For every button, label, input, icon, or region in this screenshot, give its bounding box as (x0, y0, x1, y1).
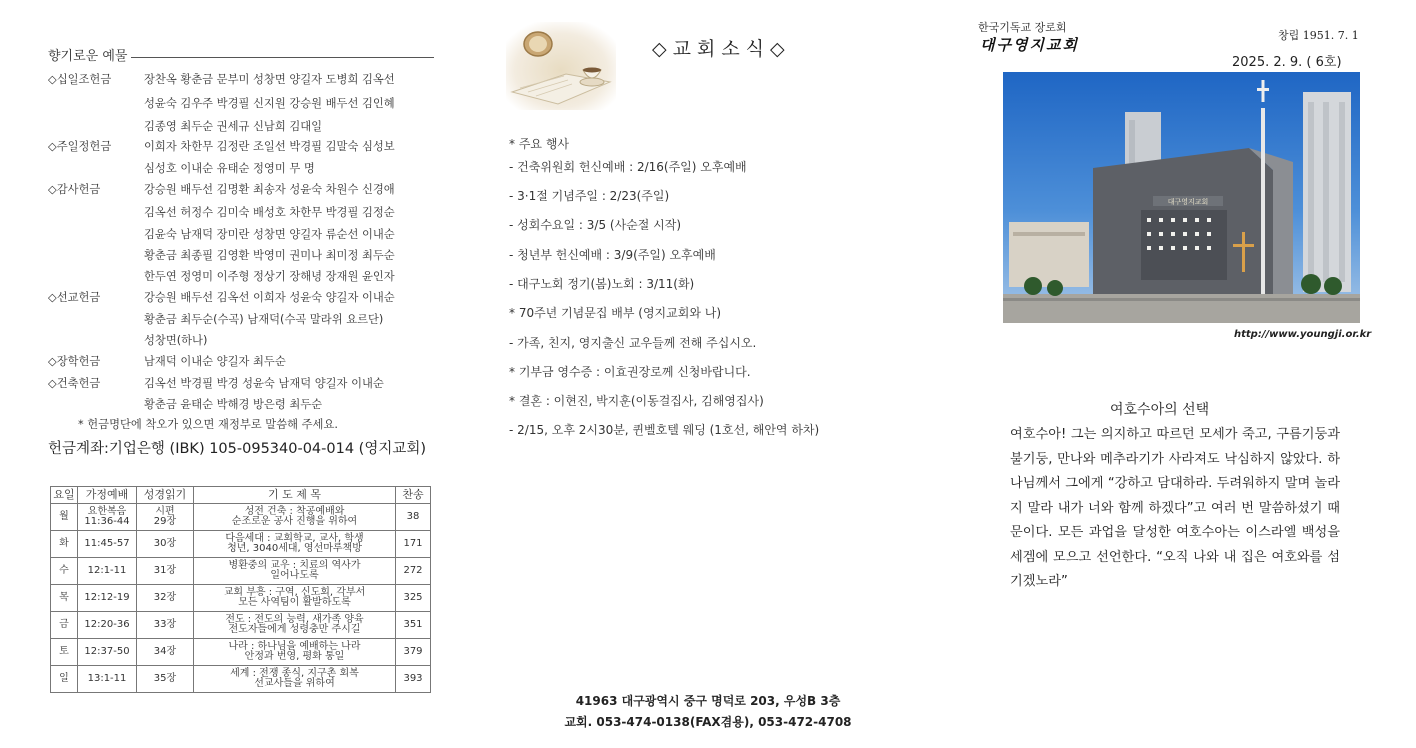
offering-names: 심성호 이내순 유태순 정영미 무 명 (144, 162, 315, 175)
coffee-book-image (506, 22, 616, 110)
offering-names: 강승원 배두선 김옥선 이희자 성윤숙 양길자 이내순 (144, 291, 395, 304)
news-title: ◇교회소식◇ (652, 38, 791, 60)
table-row (51, 666, 431, 693)
bible-reading-cell: 34장 (137, 639, 194, 666)
offering-names: 김옥선 박경필 박경 성윤숙 남재덕 양길자 이내순 (144, 377, 384, 390)
prayer-topic-cell: 다음세대 : 교회학교, 교사, 학생 청년, 3040세대, 영선마루책방 (194, 531, 396, 558)
denomination-label: 한국기독교 장로회 (978, 21, 1067, 34)
offering-names: 김윤숙 남재덕 장미란 성창면 양길자 류순선 이내순 (144, 228, 395, 241)
offering-names: 강승원 배두선 김명환 최송자 성윤숙 차원수 신경애 (144, 183, 395, 196)
hymn-cell: 38 (396, 504, 431, 531)
offering-row-mission (48, 289, 395, 305)
family-worship-cell: 요한복음 11:36-44 (78, 504, 137, 531)
hymn-cell: 379 (396, 639, 431, 666)
church-phone: 교회. 053-474-0138(FAX겸용), 053-472-4708 (564, 715, 852, 729)
church-website: http://www.youngji.or.kr (1234, 329, 1372, 340)
bible-reading-cell: 32장 (137, 585, 194, 612)
prayer-topic-cell: 나라 : 하나님을 예배하는 나라 안정과 번영, 평화 통일 (194, 639, 396, 666)
issue-date: 2025. 2. 9. ( 6호) (1232, 55, 1342, 70)
news-item: - 건축위원회 헌신예배 : 2/16(주일) 오후예배 (509, 160, 747, 174)
offering-names: 성창면(하나) (144, 334, 208, 347)
prayer-topic-cell: 세계 : 전쟁 종식, 지구촌 회복 선교사들을 위하여 (194, 666, 396, 693)
day-cell: 금 (51, 612, 78, 639)
offering-row-scholarship (48, 353, 286, 369)
header-rule (131, 57, 434, 58)
offering-section-header (48, 44, 434, 64)
offering-row-building (48, 375, 384, 391)
table-row (51, 639, 431, 666)
church-address: 41963 대구광역시 중구 명덕로 203, 우성B 3층 (575, 694, 841, 708)
offering-row-sunday (48, 138, 395, 154)
prayer-topic-cell: 성전 건축 : 착공예배와 순조로운 공사 진행을 위하여 (194, 504, 396, 531)
news-item: * 70주년 기념문집 배부 (영지교회와 나) (509, 306, 721, 320)
news-item: * 기부금 영수증 : 이효권장로께 신청바랍니다. (509, 365, 751, 379)
founded-date: 창립 1951. 7. 1 (1278, 29, 1359, 42)
news-item: - 3·1절 기념주일 : 2/23(주일) (509, 189, 670, 203)
table-body (51, 504, 431, 693)
offering-names: 황춘금 최두순(수곡) 남재덕(수곡 말라위 요르단) (144, 313, 384, 326)
table-row (51, 612, 431, 639)
news-item: - 가족, 친지, 영지출신 교우들께 전해 주십시오. (509, 336, 757, 350)
offering-note: * 헌금명단에 착오가 있으면 재정부로 말씀해 주세요. (78, 418, 338, 431)
bible-reading-cell: 33장 (137, 612, 194, 639)
table-row (51, 558, 431, 585)
hymn-cell: 171 (396, 531, 431, 558)
offering-category-label: ◇장학헌금 (48, 355, 101, 368)
col-prayer-topic: 기 도 제 목 (194, 487, 396, 504)
offering-names: 한두연 정영미 이주형 정상기 장해녕 장재원 윤인자 (144, 270, 395, 283)
offering-names: 황춘금 윤태순 박해경 방은령 최두순 (144, 398, 323, 411)
offering-category-label: ◇감사헌금 (48, 183, 101, 196)
table-row (51, 531, 431, 558)
day-cell: 일 (51, 666, 78, 693)
news-item: - 대구노회 정기(봄)노회 : 3/11(화) (509, 277, 695, 291)
offering-category-label: ◇건축헌금 (48, 377, 101, 390)
news-item: * 결혼 : 이현진, 박지훈(이동걸집사, 김해영집사) (509, 394, 764, 408)
col-family-worship: 가정예배 (78, 487, 137, 504)
day-cell: 월 (51, 504, 78, 531)
table-header-row (51, 487, 431, 504)
offering-names: 장찬옥 황춘금 문부미 성창면 양길자 도병희 김옥선 (144, 73, 395, 86)
offering-names: 김옥선 허정수 김미숙 배성호 차한무 박경필 김정순 (144, 206, 395, 219)
news-item: * 주요 행사 (509, 137, 569, 151)
bible-reading-cell: 시편 29장 (137, 504, 194, 531)
family-worship-cell: 12:1-11 (78, 558, 137, 585)
family-worship-cell: 13:1-11 (78, 666, 137, 693)
family-worship-cell: 12:12-19 (78, 585, 137, 612)
offering-names: 남재덕 이내순 양길자 최두순 (144, 355, 286, 368)
offering-category-label: ◇십일조헌금 (48, 73, 112, 86)
prayer-topic-cell: 교회 부흥 : 구역, 신도회, 각부서 모든 사역팀이 활발하도록 (194, 585, 396, 612)
hymn-cell: 393 (396, 666, 431, 693)
table-row (51, 585, 431, 612)
daily-reading-table (50, 486, 431, 693)
bank-account: 헌금계좌:기업은행 (IBK) 105-095340-04-014 (영지교회) (48, 441, 427, 457)
col-bible-reading: 성경읽기 (137, 487, 194, 504)
article-body: 여호수아! 그는 의지하고 따르던 모세가 죽고, 구름기둥과 불기둥, 만나와 메추라기가 사라져도 낙심하지 않았다. 하나님께서 그에게 “강하고 담대하라. 두려워하지 말며 놀라지 말라 내가 너와 함께 하겠다”고 여러 번 말씀하셨기 때문이다. 모든 과업을 달성한 여호수아는 이스라엘 백성을 세겜에 모으고 선언한다. “오직 나와 내 집은 여호와를 섬기겠노라” (1010, 427, 1340, 589)
offering-names: 이희자 차한무 김정란 조일선 박경필 김말숙 심성보 (144, 140, 395, 153)
family-worship-cell: 11:45-57 (78, 531, 137, 558)
offering-names: 황춘금 최종필 김영환 박영미 권미나 최미정 최두순 (144, 249, 395, 262)
bible-reading-cell: 31장 (137, 558, 194, 585)
building-sign-text: 대구영지교회 (1167, 198, 1209, 206)
offering-row-tithe (48, 71, 395, 87)
offering-names: 김종영 최두순 권세규 신남희 김대일 (144, 120, 323, 133)
family-worship-cell: 12:20-36 (78, 612, 137, 639)
bible-reading-cell: 35장 (137, 666, 194, 693)
church-name-logo: 대구영지교회 (980, 36, 1079, 54)
day-cell: 목 (51, 585, 78, 612)
table-row (51, 504, 431, 531)
hymn-cell: 272 (396, 558, 431, 585)
col-hymn: 찬송 (396, 487, 431, 504)
offering-row-thanks (48, 181, 395, 197)
offering-category-label: ◇선교헌금 (48, 291, 101, 304)
hymn-cell: 351 (396, 612, 431, 639)
offering-category-label: ◇주일정헌금 (48, 140, 112, 153)
prayer-topic-cell: 전도 : 전도의 능력, 새가족 양육 전도자들에게 성령충만 주시길 (194, 612, 396, 639)
article-title: 여호수아의 선택 (1110, 402, 1210, 418)
day-cell: 토 (51, 639, 78, 666)
church-building-image (1003, 72, 1360, 323)
col-day: 요일 (51, 487, 78, 504)
news-item: - 청년부 헌신예배 : 3/9(주일) 오후예배 (509, 248, 716, 262)
day-cell: 수 (51, 558, 78, 585)
offering-names: 성윤숙 김우주 박경필 신지원 강승원 배두선 김인혜 (144, 97, 395, 110)
hymn-cell: 325 (396, 585, 431, 612)
day-cell: 화 (51, 531, 78, 558)
news-item: - 2/15, 오후 2시30분, 퀸벨호텔 웨딩 (1호선, 해안역 하차) (509, 423, 820, 437)
family-worship-cell: 12:37-50 (78, 639, 137, 666)
prayer-topic-cell: 병환중의 교우 : 치료의 역사가 일어나도록 (194, 558, 396, 585)
offering-header-text: 향기로운 예물 (48, 48, 128, 64)
news-item: - 성회수요일 : 3/5 (사순절 시작) (509, 218, 682, 232)
bible-reading-cell: 30장 (137, 531, 194, 558)
